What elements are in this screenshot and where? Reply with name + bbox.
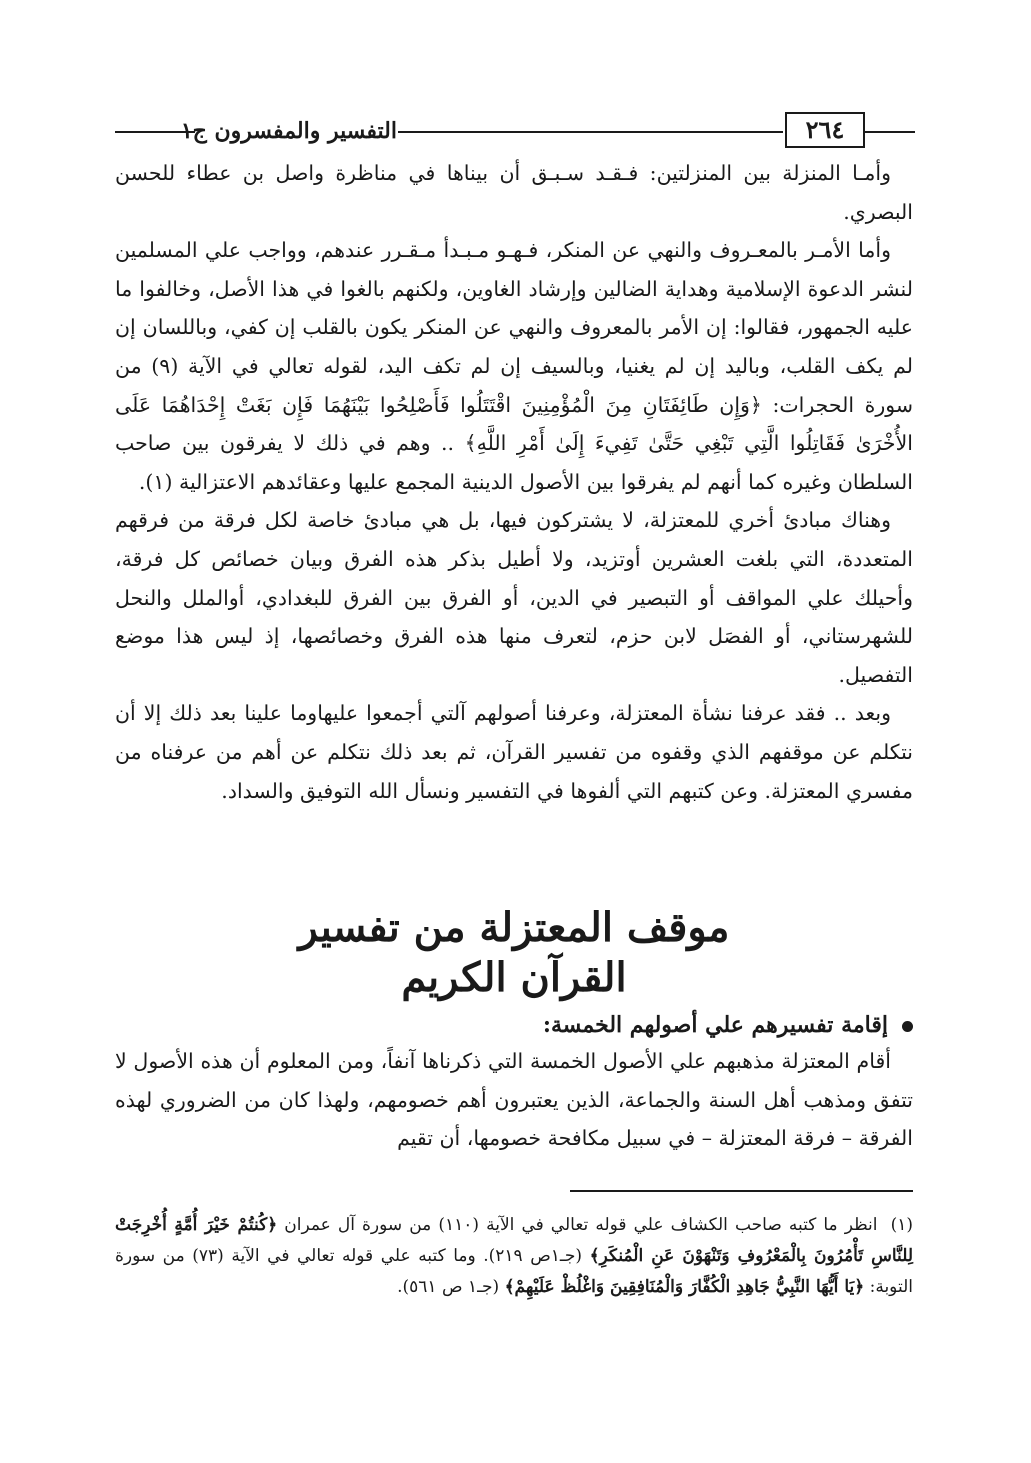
subheading-text: إقامة تفسيرهم علي أصولهم الخمسة: xyxy=(542,1012,888,1038)
section-body xyxy=(115,1042,913,1158)
bullet-icon xyxy=(902,1021,913,1032)
page-number: ٢٦٤ xyxy=(785,112,865,148)
footnote xyxy=(115,1210,913,1303)
paragraph-other-principles: وهناك مبادئ أخري للمعتزلة، لا يشتركون فيها، بل هي مبادئ خاصة لكل فرقة من فرقهم المتعددة، التي بلغت العشرين أوتزيد، ولا أطيل بذكر هذه الفرق وبيان خصائص كل فرقة، وأحيلك علي المواقف أو التبصير في الدين، أو الفرق بين الفرق للبغدادي، أوالملل والنحل للشهرستاني، أو الفصَل لابن حزم، لتعرف منها هذه الفرق وخصائصها، إذ ليس هذا موضع التفصيل. xyxy=(115,508,913,687)
header-rule-right xyxy=(865,131,915,133)
header-rule-middle xyxy=(398,131,783,133)
paragraph-amr-bil-maruf: وأما الأمـر بالمعـروف والنهي عن المنكر، فـهـو مـبـدأ مـقـرر عندهم، وواجب علي المسلمين لنشر الدعوة الإسلامية وهداية الضالين وإرشاد الغاوين، ولكنهم بالغوا في هذا الأصل، وخالفوا ما عليه الجمهور، فقالوا: إن الأمر بالمعروف والنهي عن المنكر يكون بالقلب إن كفي، وباللسان إن لم يكف القلب، وباليد إن لم يغنيا، وبالسيف إن لم تكف اليد، لقوله تعالي في الآية (٩) من سورة الحجرات: ﴿وَإِن طَائِفَتَانِ مِنَ الْمُؤْمِنِينَ اقْتَتَلُوا فَأَصْلِحُوا بَيْنَهُمَا فَإِن بَغَتْ إِحْدَاهُمَا عَلَى الأُخْرَىٰ فَقَاتِلُوا الَّتِي تَبْغِي حَتَّىٰ تَفِيءَ إِلَىٰ أَمْرِ اللَّهِ﴾ .. وهم في ذلك لا يفرقون بين صاحب السلطان وغيره كما أنهم لم يفرقوا بين الأصول الدينية المجمع عليها وعقائدهم الاعتزالية (١). xyxy=(115,238,913,494)
footnote-quran-1: ﴿كُنتُمْ خَيْرَ أُمَّةٍ أُخْرِجَتْ لِلنَّاسِ تَأْمُرُونَ بِالْمَعْرُوفِ وَتَنْهَوْنَ عَنِ الْمُنكَرِ﴾ xyxy=(115,1215,913,1266)
footnote-separator xyxy=(570,1190,913,1192)
section-heading xyxy=(115,903,913,1003)
paragraph-manzila: وأمـا المنزلة بين المنزلتين: فـقـد سـبـق أن بيناها في مناظرة واصل بن عطاء للحسن البصري. xyxy=(115,161,913,224)
footnote-text-1: انظر ما كتبه صاحب الكشاف علي قوله تعالي في الآية (١١٠) من سورة آل عمران xyxy=(284,1215,878,1235)
footnote-text-3: (جـ١ ص ٥٦١). xyxy=(397,1277,500,1297)
subheading xyxy=(115,1008,913,1042)
section-heading-line-1: موقف المعتزلة من تفسير xyxy=(298,904,730,951)
footnote-quran-2: ﴿يَا أَيُّهَا النَّبِيُّ جَاهِدِ الْكُفَّارَ وَالْمُنَافِقِينَ وَاغْلُظْ عَلَيْهِمْ﴾ xyxy=(504,1277,865,1297)
footnote-text-2: (جـ١ص ٢١٩). وما كتبه علي قوله تعالي في الآية (٧٣) من سورة التوبة: xyxy=(115,1246,913,1297)
section-paragraph: أقام المعتزلة مذهبهم علي الأصول الخمسة التي ذكرناها آنفاً، ومن المعلوم أن هذه الأصول لا تتفق ومذهب أهل السنة والجماعة، الذين يعتبرون أهم خصومهم، ولهذا كان من الضروري لهذه الفرقة – فرقة المعتزلة – في سبيل مكافحة خصومها، أن تقيم xyxy=(115,1049,913,1151)
footnote-marker: (١) xyxy=(890,1215,914,1235)
paragraph-transition: وبعد .. فقد عرفنا نشأة المعتزلة، وعرفنا أصولهم آلتي أجمعوا عليهاوما علينا بعد ذلك إلا أن نتكلم عن موقفهم الذي وقفوه من تفسير القرآن، ثم بعد ذلك نتكلم عن أهم من عرفناه من مفسري المعتزلة. وعن كتبهم التي ألفوها في التفسير ونسأل الله التوفيق والسداد. xyxy=(115,701,913,803)
running-title: التفسير والمفسرون ج١ xyxy=(180,118,397,144)
section-heading-line-2: القرآن الكريم xyxy=(401,954,627,1001)
body-text xyxy=(115,154,913,810)
page-header xyxy=(115,112,915,152)
